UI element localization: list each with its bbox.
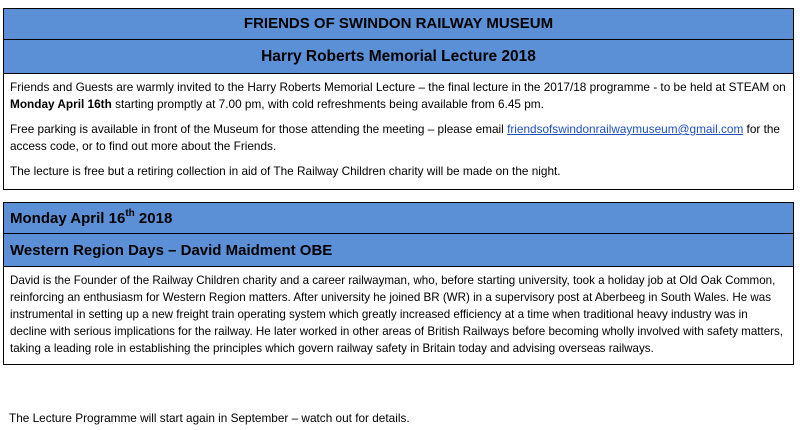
invitation-text xyxy=(4,74,793,180)
lecture-series-title: Harry Roberts Memorial Lecture 2018 xyxy=(4,40,793,74)
lecture-date-text: Monday April 16 xyxy=(10,210,126,227)
speaker-biography: David is the Founder of the Railway Children charity and a career railwayman, who, before starting university, took a holiday job at Old Oak Common, reinforcing an enthusiasm for Western Region matters. After university he joined BR (WR) in a supervisory post at Aberbeeg in South Wales. He was instrumental in setting up a new freight train operating system which greatly increased efficiency at a time when traditional heavy industry was in decline with serious implications for the railway. He later worked in other areas of British Railways before becoming wholly involved with safety matters, taking a leading role in establishing the principles which govern railway safety in Britain today and advising overseas railways. xyxy=(10,274,784,355)
invitation-text-end: starting promptly at 7.00 pm, with cold refreshments being available from 6.45 pm. xyxy=(111,97,544,111)
lecture-date-year: 2018 xyxy=(134,210,173,227)
lecture-details-box xyxy=(3,202,794,365)
page-title: FRIENDS OF SWINDON RAILWAY MUSEUM xyxy=(4,9,793,40)
footer-note: The Lecture Programme will start again in September – watch out for details. xyxy=(9,411,410,425)
parking-paragraph xyxy=(10,121,787,155)
lecture-date-heading xyxy=(4,203,793,234)
invitation-text-start: Friends and Guests are warmly invited to the Harry Roberts Memorial Lecture – the final lecture in the 2017/18 programme - to be held at STEAM on xyxy=(10,80,786,94)
invitation-box xyxy=(3,8,794,190)
invitation-paragraph xyxy=(10,79,787,113)
parking-text-end: for the access code, or to find out more about the Friends. xyxy=(10,122,780,153)
lecture-date-bold: Monday April 16th xyxy=(10,97,112,111)
email-link[interactable]: friendsofswindonrailwaymuseum@gmail.com xyxy=(507,122,744,136)
parking-text-start: Free parking is available in front of the Museum for those attending the meeting – please email xyxy=(10,122,508,136)
lecture-title: Western Region Days – David Maidment OBE xyxy=(4,234,793,267)
lecture-date-ordinal: th xyxy=(125,208,135,219)
collection-paragraph: The lecture is free but a retiring collection in aid of The Railway Children charity will be made on the night. xyxy=(10,164,561,178)
